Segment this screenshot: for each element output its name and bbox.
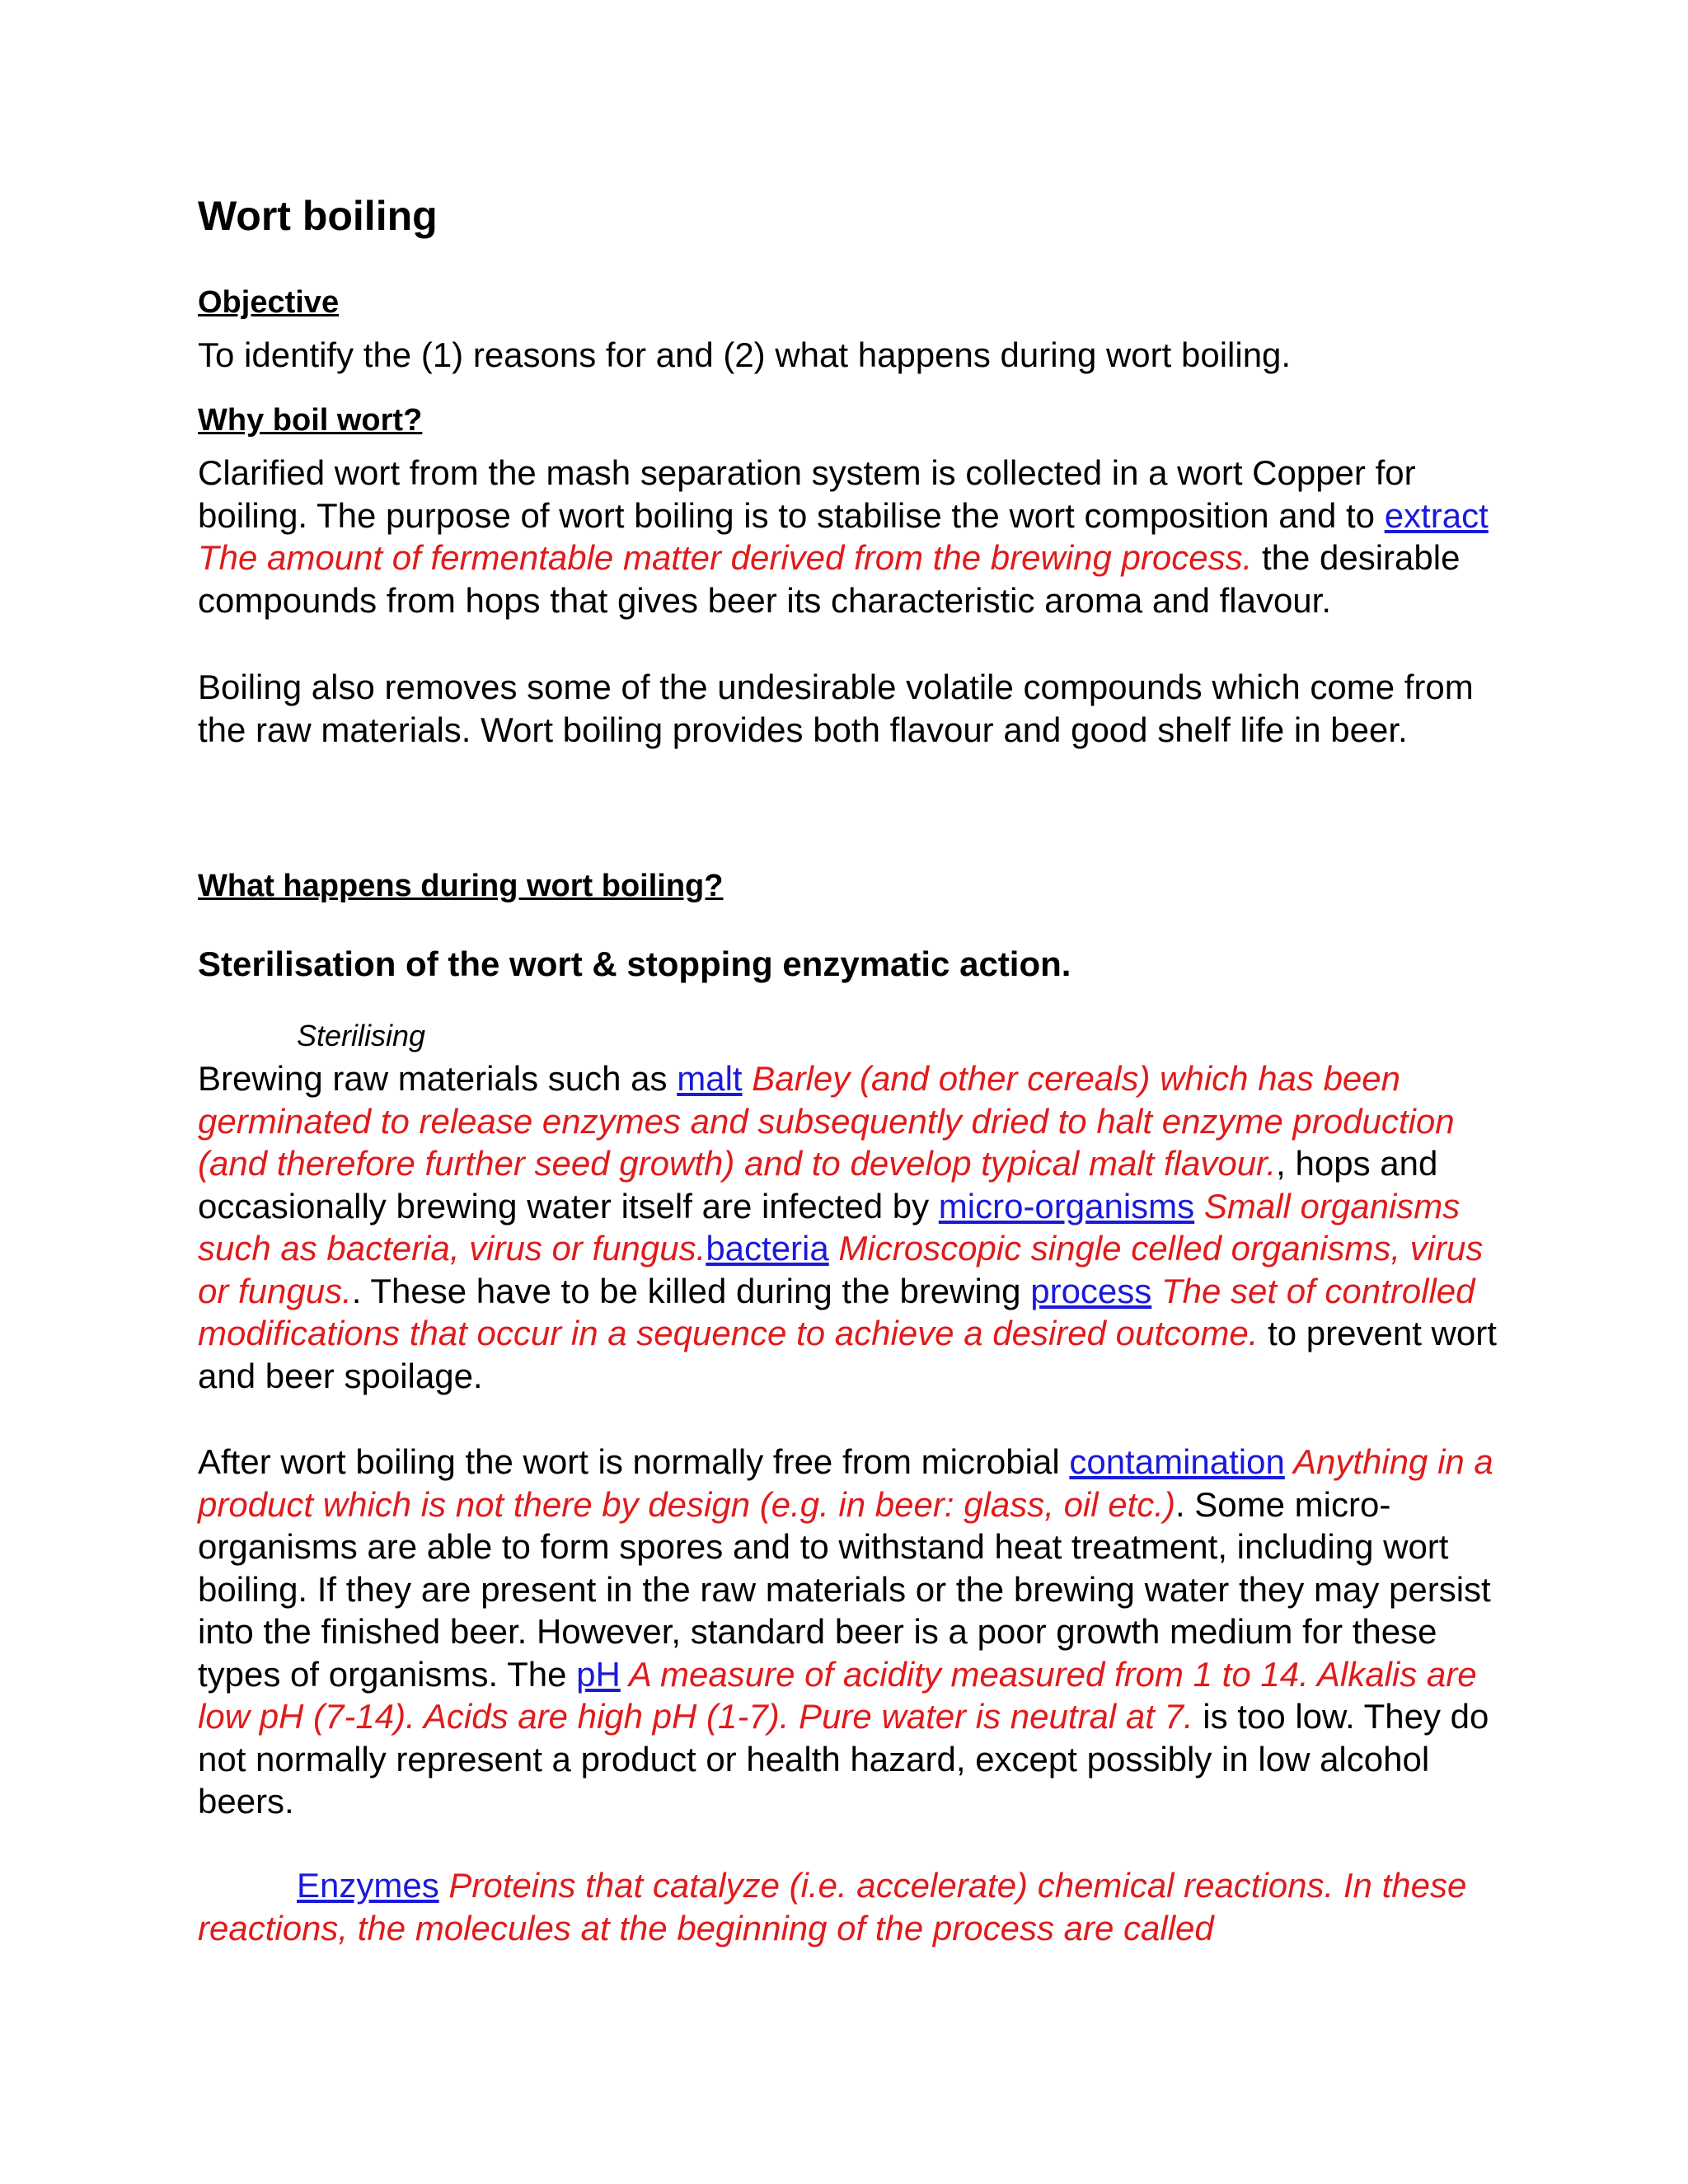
objective-text: To identify the (1) reasons for and (2) what happens during wort boiling. — [198, 335, 1292, 374]
s2-text-c: is too low. They do not normally represent a product or health hazard, except possibly in low alcohol beers. — [198, 1697, 1489, 1821]
s2-text-a: After wort boiling the wort is normally free from microbial — [198, 1442, 1070, 1481]
s1-text-b: , hops and occasionally brewing water itself are infected by — [198, 1144, 1438, 1226]
enzymes-link[interactable]: Enzymes — [297, 1866, 439, 1905]
micro-organisms-definition: Small organisms such as bacteria, virus or fungus. — [198, 1186, 1461, 1268]
sterilising-paragraph-2 — [198, 1441, 1500, 1823]
s1-text-a: Brewing raw materials such as — [198, 1059, 678, 1098]
malt-link[interactable]: malt — [677, 1059, 743, 1098]
process-definition: The set of controlled modifications that occur in a sequence to achieve a desired outcome. — [198, 1271, 1475, 1352]
bacteria-definition: Microscopic single celled organisms, virus or fungus. — [198, 1229, 1484, 1310]
document-page — [198, 0, 1500, 2184]
sterilisation-heading: Sterilisation of the wort & stopping enzymatic action. — [198, 944, 1071, 983]
what-happens-heading: What happens during wort boiling? — [198, 869, 724, 903]
enzymes-definition: Proteins that catalyze (i.e. accelerate) chemical reactions. In these reactions, the molecules at the beginning of the process are called — [198, 1866, 1467, 1947]
malt-definition: Barley (and other cereals) which has been germinated to release enzymes and subsequently dried to halt enzyme production (and therefore further seed growth) and to develop typical malt flavour. — [198, 1059, 1455, 1183]
bacteria-link[interactable]: bacteria — [706, 1229, 829, 1268]
process-link[interactable]: process — [1030, 1271, 1152, 1310]
why-boil-heading: Why boil wort? — [198, 403, 423, 438]
why-paragraph-2: Boiling also removes some of the undesirable volatile compounds which come from the raw materials. Wort boiling provides both flavour and good shelf life in beer. — [198, 668, 1474, 749]
contamination-definition: Anything in a product which is not there by design (e.g. in beer: glass, oil etc.) — [198, 1442, 1493, 1524]
s1-text-d: to prevent wort and beer spoilage. — [198, 1314, 1497, 1395]
sterilising-paragraph-1 — [198, 1057, 1500, 1397]
why-paragraph-1 — [198, 452, 1500, 621]
objective-heading: Objective — [198, 285, 340, 320]
enzymes-paragraph — [198, 1864, 1500, 1949]
s1-text-c: . These have to be killed during the brewing — [351, 1271, 1031, 1310]
sterilising-label: Sterilising — [297, 1019, 426, 1052]
ph-definition: A measure of acidity measured from 1 to 14. Alkalis are low pH (7-14). Acids are high pH (1-7). Pure water is neutral at 7. — [198, 1654, 1477, 1736]
extract-link[interactable]: extract — [1384, 495, 1489, 535]
why-text-b: the desirable compounds from hops that gives beer its characteristic aroma and flavour. — [198, 538, 1461, 620]
why-text-a: Clarified wort from the mash separation system is collected in a wort Copper for boiling. The purpose of wort boiling is to stabilise the wort composition and to — [198, 453, 1416, 535]
page-title: Wort boiling — [198, 193, 438, 239]
ph-link[interactable]: pH — [576, 1654, 621, 1694]
s2-text-b: . Some micro-organisms are able to form spores and to withstand heat treatment, including wort boiling. If they are present in the raw materials or the brewing water they may persist into the finished beer. However, standard beer is a poor growth medium for these types of organisms. The — [198, 1484, 1491, 1694]
extract-definition: The amount of fermentable matter derived from the brewing process. — [198, 538, 1253, 577]
contamination-link[interactable]: contamination — [1069, 1442, 1285, 1481]
micro-organisms-link[interactable]: micro-organisms — [938, 1186, 1195, 1226]
